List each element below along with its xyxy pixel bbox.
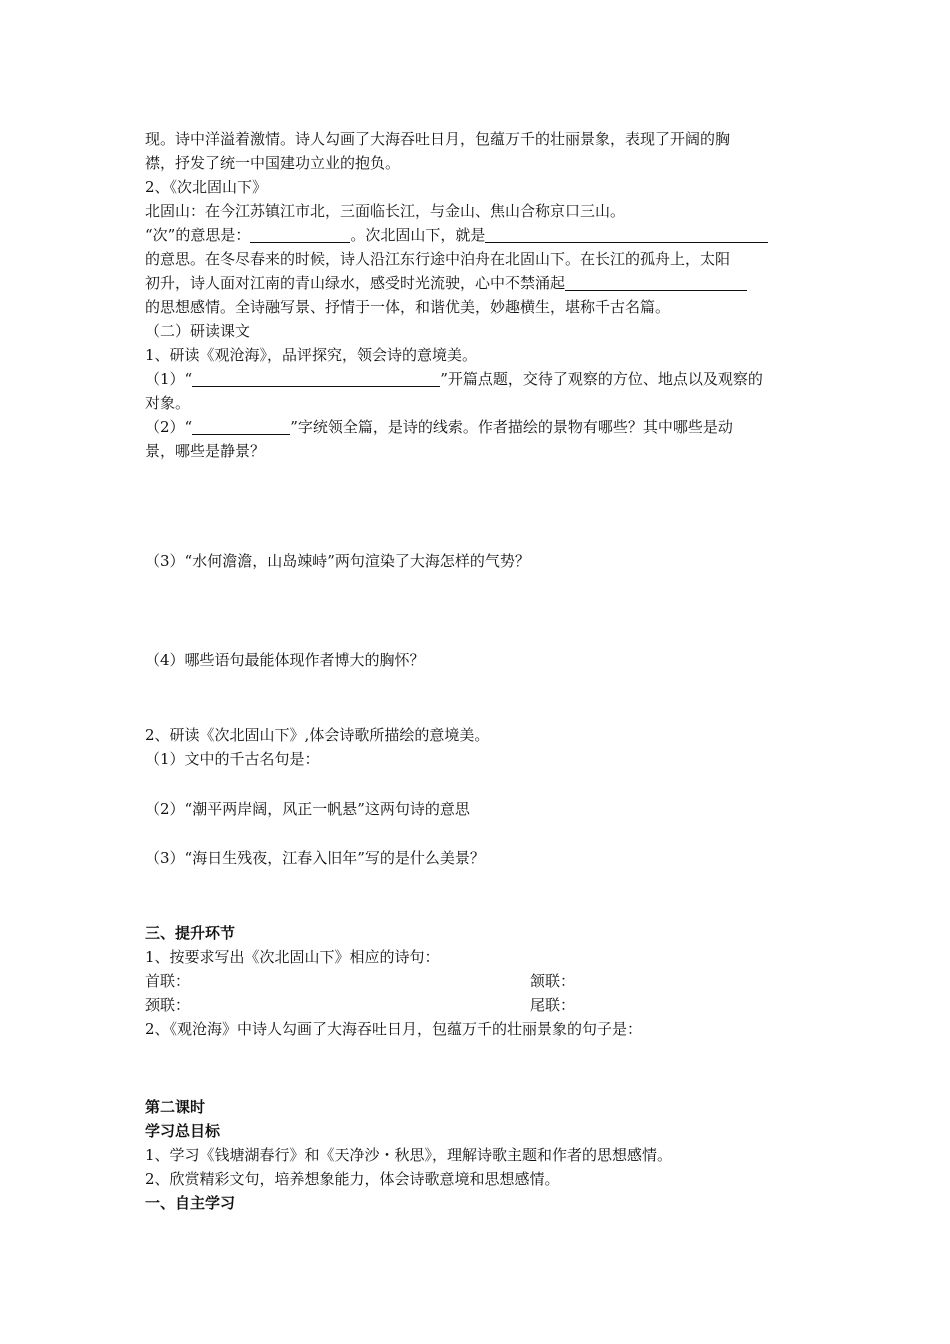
fill-blank[interactable] xyxy=(565,274,747,291)
paragraph-line: 的思想感情。全诗融写景、抒情于一体，和谐优美，妙趣横生，堪称千古名篇。 xyxy=(145,298,671,316)
question: （2）“潮平两岸阔，风正一帆悬”这两句诗的意思 xyxy=(145,800,470,818)
text: “次”的意思是： xyxy=(145,226,251,244)
paragraph-line: 的意思。在冬尽春来的时候，诗人沿江东行途中泊舟在北固山下。在长江的孤舟上，太阳 xyxy=(145,250,731,268)
couplet-row xyxy=(145,970,825,992)
label: 颔联： xyxy=(530,972,576,990)
paragraph-line: 北固山：在今江苏镇江市北，三面临长江，与金山、焦山合称京口三山。 xyxy=(145,202,626,220)
question xyxy=(145,368,763,390)
goal-item: 2、欣赏精彩文句，培养想象能力，体会诗歌意境和思想感情。 xyxy=(145,1170,560,1188)
section-title: （二）研读课文 xyxy=(145,322,251,340)
text: ”开篇点题，交待了观察的方位、地点以及观察的 xyxy=(440,370,763,388)
fill-blank[interactable] xyxy=(192,418,290,435)
label: 尾联： xyxy=(530,996,576,1014)
question xyxy=(145,416,733,438)
label: 颈联： xyxy=(145,996,191,1014)
lesson-title: 第二课时 xyxy=(145,1098,206,1116)
text: 。次北固山下，就是 xyxy=(350,226,486,244)
goal-title: 学习总目标 xyxy=(145,1122,221,1140)
question: 景，哪些是静景？ xyxy=(145,442,266,460)
label: 首联： xyxy=(145,972,191,990)
question: 1、研读《观沧海》，品评探究，领会诗的意境美。 xyxy=(145,346,478,364)
text: （1）“ xyxy=(145,370,193,388)
paragraph-line: 现。诗中洋溢着激情。诗人勾画了大海吞吐日月，包蕴万千的壮丽景象，表现了开阔的胸 xyxy=(145,130,731,148)
section-title: 三、提升环节 xyxy=(145,924,236,942)
question: 1、按要求写出《次北固山下》相应的诗句： xyxy=(145,948,440,966)
section-title: 2、《次北固山下》 xyxy=(145,178,268,196)
paragraph-line xyxy=(145,224,768,246)
question: （1）文中的千古名句是： xyxy=(145,750,320,768)
paragraph-line xyxy=(145,272,747,294)
text: （2）“ xyxy=(145,418,193,436)
fill-blank[interactable] xyxy=(250,226,350,243)
fill-blank[interactable] xyxy=(485,226,768,243)
paragraph-line: 襟，抒发了统一中国建功立业的抱负。 xyxy=(145,154,401,172)
question: 2、研读《次北固山下》,体会诗歌所描绘的意境美。 xyxy=(145,726,490,744)
question: （3）“海日生残夜，江春入旧年”写的是什么美景？ xyxy=(145,849,485,867)
section-title: 一、自主学习 xyxy=(145,1194,236,1212)
text: 初升，诗人面对江南的青山绿水，感受时光流驶，心中不禁涌起 xyxy=(145,274,566,292)
question: （4）哪些语句最能体现作者博大的胸怀？ xyxy=(145,651,425,669)
goal-item: 1、学习《钱塘湖春行》和《天净沙・秋思》，理解诗歌主题和作者的思想感情。 xyxy=(145,1146,673,1164)
fill-blank[interactable] xyxy=(192,370,440,387)
question: 对象。 xyxy=(145,394,191,412)
question: 2、《观沧海》中诗人勾画了大海吞吐日月，包蕴万千的壮丽景象的句子是： xyxy=(145,1020,643,1038)
couplet-row xyxy=(145,994,825,1016)
text: ”字统领全篇，是诗的线索。作者描绘的景物有哪些？其中哪些是动 xyxy=(290,418,733,436)
question: （3）“水何澹澹，山岛竦峙”两句渲染了大海怎样的气势？ xyxy=(145,552,530,570)
